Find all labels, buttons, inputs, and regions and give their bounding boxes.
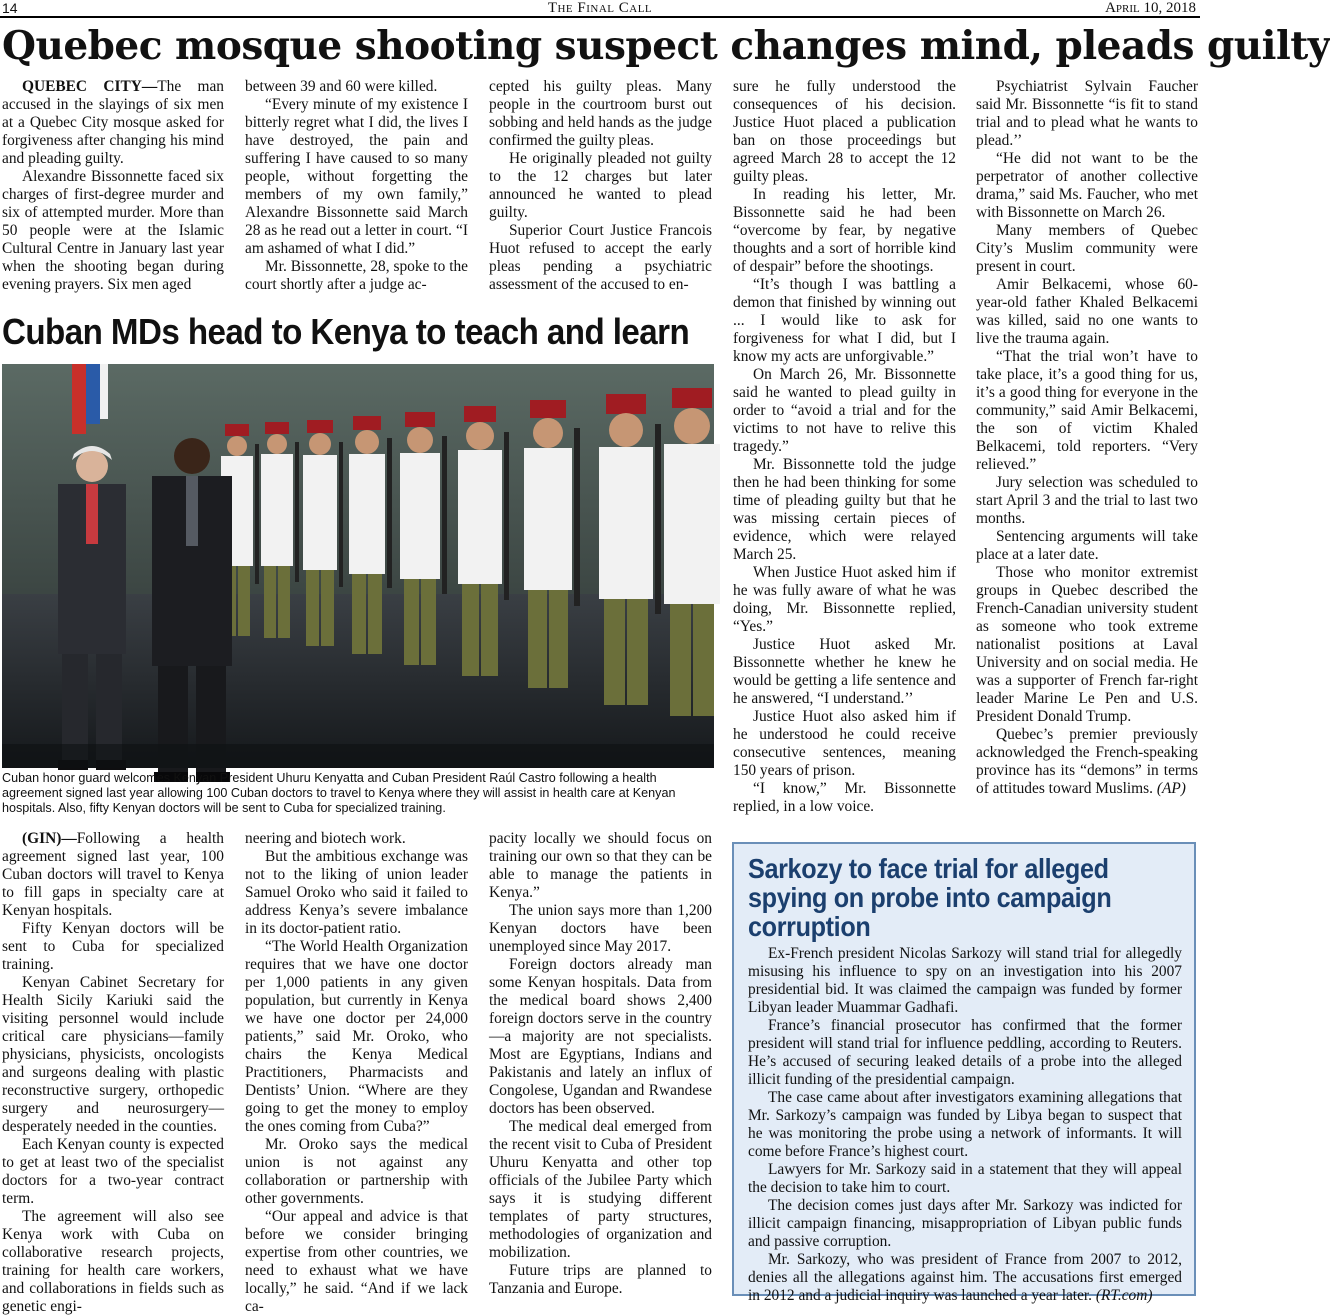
- story1-credit: (AP): [1156, 780, 1186, 797]
- story1-col4-para: Mr. Bissonnette told the judge then he had been thinking for some time of pleading guilty but that he was missing certain pieces of evidence, which were relayed March 25.: [733, 456, 956, 563]
- story3-para: The decision comes just days after Mr. Sarkozy was indicted for illicit campaign financing, misappropriation of Libyan public funds and passive corruption.: [748, 1197, 1182, 1250]
- paper-name: The Final Call: [547, 0, 653, 16]
- story3-credit: (RT.com): [1095, 1287, 1153, 1304]
- story1-col5-para: “That the trial won’t have to take place, it’s a good thing for us, it’s a good thing for everyone in the community,” said Amir Belkacemi, the son of victim Khaled Belkacemi, told reporters. “Very relieved.”: [976, 348, 1198, 473]
- story1-col4-para: sure he fully understood the consequences of his decision. Justice Huot placed a publication ban on those proceedings but agreed March 28 to accept the 12 guilty pleas.: [733, 78, 956, 185]
- story3-para: France’s financial prosecutor has confirmed that the former president will stand trial for influence peddling, according to Reuters. He’s accused of securing leaked details of a probe into the alleged illicit funding of the presidential campaign.: [748, 1017, 1182, 1088]
- story2-col2-para: “The World Health Organization requires that we have one doctor per 1,000 patients in any given population, but currently in Kenya we have one doctor per 24,000 patients,” said Mr. Oroko, who chairs the Kenya Medical Practitioners, Pharmacists and Dentists’ Union. “Where are they going to get the money to employ the ones coming from Cuba?”: [245, 938, 468, 1135]
- story2-column-2: [245, 830, 468, 1316]
- story2-col2-para: neering and biotech work.: [245, 830, 406, 847]
- story1-col4-para: “It’s though I was battling a demon that finished by winning out ... I would like to ask for forgiveness for what I did, but I know my acts are unforgivable.”: [733, 276, 956, 365]
- story3-headline: Sarkozy to face trial for alleged spying on probe into campaign corruption: [748, 853, 1112, 942]
- story2-column-1: [2, 830, 224, 1316]
- story1-col5-para: Quebec’s premier previously acknowledged the French-speaking province has its “demons” in terms of attitudes toward Muslims. (AP): [976, 726, 1198, 797]
- story1-col4-para: When Justice Huot asked him if he was fully aware of what he was doing, Mr. Bissonnette replied, “Yes.”: [733, 564, 956, 635]
- story2-col2-para: “Our appeal and advice is that before we consider bringing expertise from other countries, we need to exhaust what we have locally,” he said. “And if we lack ca-: [245, 1208, 468, 1315]
- story2-col1-para: (GIN)—Following a health agreement signed last year, 100 Cuban doctors will travel to Kenya to fill gaps in specialty care at Kenyan hospitals.: [2, 830, 224, 919]
- story1-col4-para: In reading his letter, Mr. Bissonnette said he had been “overcome by fear, by negative thoughts and a sort of horrible kind of despair” before the shootings.: [733, 186, 956, 275]
- story1-col3-para: Superior Court Justice Francois Huot refused to accept the early pleas pending a psychiatric assessment of the accused to en-: [489, 222, 712, 293]
- story1-col4-para: Justice Huot asked Mr. Bissonnette whether he knew he would be getting a life sentence and he answered, “I understand.’’: [733, 636, 956, 707]
- story1-column-5: [976, 78, 1198, 798]
- story2-column-3: [489, 830, 712, 1298]
- story2-col1-para: Fifty Kenyan doctors will be sent to Cuba for specialized training.: [2, 920, 224, 973]
- story1-headline: Quebec mosque shooting suspect changes mind, pleads guilty: [2, 23, 1330, 69]
- story1-col2-para: “Every minute of my existence I bitterly regret what I did, the lives I have destroyed, the pain and suffering I have caused to so many people, without forgetting the members of my own family,” Alexandre Bissonnette said March 28 as he read out a letter in court. “I am ashamed of what I did.”: [245, 96, 468, 257]
- story3-para: Ex-French president Nicolas Sarkozy will stand trial for allegedly misusing his influence to spy on an investigation into his 2007 presidential bid. It was claimed the campaign was funded by former Libyan leader Muammar Gadhafi.: [748, 945, 1182, 1016]
- story2-col3-para: pacity locally we should focus on training our own so that they can be able to manage the patients in Kenya.”: [489, 830, 712, 901]
- folio-bar: [0, 0, 1200, 18]
- story2-col3-para: Foreign doctors already man some Kenyan hospitals. Data from the medical board shows 2,400 foreign doctors serve in the country—a majority are not specialists. Most are Egyptians, Indians and Pakistanis and lately an influx of Congolese, Ugandan and Rwandese doctors has been observed.: [489, 956, 712, 1117]
- story2-col3-para: Future trips are planned to Tanzania and Europe.: [489, 1262, 712, 1297]
- story1-col3-para: He originally pleaded not guilty to the 12 charges but later announced he wanted to plead guilty.: [489, 150, 712, 221]
- sarkozy-sidebar-box: [732, 842, 1196, 1304]
- story1-col2-para: between 39 and 60 were killed.: [245, 78, 438, 95]
- story2-col1-para: The agreement will also see Kenya work with Cuba on collaborative research projects, training for health care workers, and collaborations in fields such as genetic engi-: [2, 1208, 224, 1315]
- story1-col1-para: Alexandre Bissonnette faced six charges of first-degree murder and six of attempted murder. More than 50 people were at the Islamic Cultural Centre in January last year when the shooting began during evening prayers. Six men aged: [2, 168, 224, 293]
- story1-column-4: [733, 78, 956, 816]
- story1-col5-para: “He did not want to be the perpetrator of another collective drama,” said Ms. Faucher, who met with Bissonnette on March 26.: [976, 150, 1198, 221]
- story1-col5-para: Psychiatrist Sylvain Faucher said Mr. Bissonnette “is fit to stand trial and to plead what he wants to plead.’’: [976, 78, 1198, 149]
- story1-col3-para: cepted his guilty pleas. Many people in the courtroom burst out sobbing and held hands as the judge confirmed the guilty pleas.: [489, 78, 712, 149]
- story1-col5-para: Many members of Quebec City’s Muslim community were present in court.: [976, 222, 1198, 275]
- photo-caption: Cuban honor guard welcomes Kenyan President Uhuru Kenyatta and Cuban President Raúl Castro following a health agreement signed last year allowing 100 Cuban doctors to travel to Kenya where they will assist in health care at Kenyan hospitals. Also, fifty Kenyan doctors will be sent to Cuba for specialized training.: [2, 771, 676, 815]
- photo-illustration: [2, 364, 714, 768]
- story2-col1-para: Kenyan Cabinet Secretary for Health Sicily Kariuki said the visiting personnel would include critical care physicians—family physicians, physicists, oncologists and surgeons dealing with plastic reconstructive surgery, orthopedic surgery and neurosurgery—desperately needed in the counties.: [2, 974, 224, 1135]
- story1-column-3: [489, 78, 712, 294]
- story2-headline: Cuban MDs head to Kenya to teach and learn: [2, 311, 690, 352]
- story1-col5-para: Jury selection was scheduled to start April 3 and the trial to last two months.: [976, 474, 1198, 527]
- story1-col5-para: Amir Belkacemi, whose 60-year-old father Khaled Belkacemi was killed, said no one wants to live the trauma again.: [976, 276, 1198, 347]
- story1-col5-para: Those who monitor extremist groups in Quebec described the French-Canadian university student as someone who took extreme nationalist positions at Laval University and on social media. He was a supporter of French far-right leader Marine Le Pen and U.S. President Donald Trump.: [976, 564, 1198, 725]
- story3-para: The case came about after investigators examining allegations that Mr. Sarkozy’s campaign was funded by Libya began to suspect that he was monitoring the probe using a network of informants. It will come before France’s highest court.: [748, 1089, 1182, 1160]
- story2-col3-para: The medical deal emerged from the recent visit to Cuba of President Uhuru Kenyatta and other top officials of the Jubilee Party which says it is studying different templates of party structures, methodologies of organization and mobilization.: [489, 1118, 712, 1261]
- story2-col2-para: Mr. Oroko says the medical union is not against any collaboration or partnership with other governments.: [245, 1136, 468, 1207]
- story1-col5-para: Sentencing arguments will take place at a later date.: [976, 528, 1198, 563]
- story3-para: Lawyers for Mr. Sarkozy said in a statement that they will appeal the decision to take him to court.: [748, 1161, 1182, 1196]
- story1-column-1: [2, 78, 224, 294]
- story2-col1-para: Each Kenyan county is expected to get at least two of the specialist doctors for a two-year contract term.: [2, 1136, 224, 1207]
- story1-col4-para: Justice Huot also asked him if he understood he could receive consecutive sentences, meaning 150 years of prison.: [733, 708, 956, 779]
- story2-col3-para: The union says more than 1,200 Kenyan doctors have been unemployed since May 2017.: [489, 902, 712, 955]
- story1-col4-para: On March 26, Mr. Bissonnette said he wanted to plead guilty in order to “avoid a trial and for the victims to not have to relive this tragedy.”: [733, 366, 956, 455]
- story1-col1-para: QUEBEC CITY—The man accused in the slayings of six men at a Quebec City mosque asked for forgiveness after changing his mind and pleading guilty.: [2, 78, 224, 167]
- story2-dateline: (GIN)—: [22, 830, 77, 847]
- story1-col4-para: “I know,” Mr. Bissonnette replied, in a low voice.: [733, 780, 956, 815]
- page-number: 14: [2, 0, 18, 16]
- story3-para: Mr. Sarkozy, who was president of France from 2007 to 2012, denies all the allegations against him. The accusations first emerged in 2012 and a judicial inquiry was launched a year later. (RT.com): [748, 1251, 1182, 1304]
- honor-guard-photo: [2, 364, 714, 768]
- story1-dateline: QUEBEC CITY—: [22, 78, 158, 95]
- story2-col2-para: But the ambitious exchange was not to the liking of union leader Samuel Oroko who said it failed to address Kenya’s severe imbalance in its doctor-patient ratio.: [245, 848, 468, 937]
- story1-col2-para: Mr. Bissonnette, 28, spoke to the court shortly after a judge ac-: [245, 258, 468, 293]
- issue-date: April 10, 2018: [1105, 0, 1196, 16]
- story3-body: [748, 945, 1182, 1305]
- story1-column-2: [245, 78, 468, 294]
